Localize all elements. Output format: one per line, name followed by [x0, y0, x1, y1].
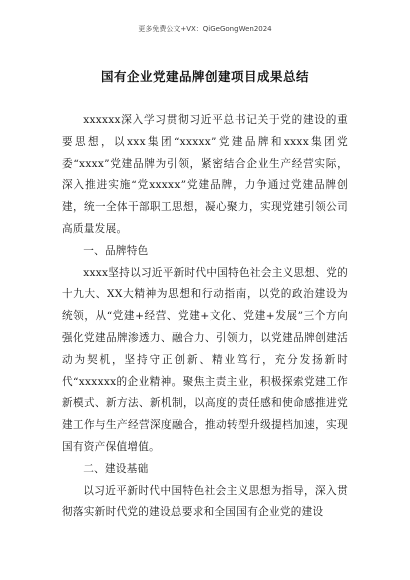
section-paragraph-construction-basis: 以习近平新时代中国特色社会主义思想为指导，深入贯彻落实新时代党的建设总要求和全国国有企业党的建设: [62, 484, 348, 519]
section-heading-brand-features: 一、品牌特色: [83, 244, 149, 257]
intro-paragraph: xxxxxx深入学习贯彻习近平总书记关于党的建设的重要思想，以xxx集团“xxxxx”党建品牌和xxxx集团党委“xxxx”党建品牌为引领，紧密结合企业生产经营实际，深入推进实施“党xxxxx”党建品牌，力争通过党建品牌创建，统一全体干部职工思想，凝心聚力，实现党建引领公司高质量发展。: [62, 114, 348, 235]
section-heading-construction-basis: 二、建设基础: [83, 462, 149, 475]
document-title: 国有企业党建品牌创建项目成果总结: [100, 69, 309, 84]
document-body: [62, 110, 348, 524]
section-paragraph-brand-features: xxxx坚持以习近平新时代中国特色社会主义思想、党的十九大、XX大精神为思想和行动指南，以党的政治建设为统领，从“党建+经营、党建+文化、党建+发展”三个方向强化党建品牌渗透力、融合力、引领力，以党建品牌创建活动为契机，坚持守正创新、精业笃行，充分发扬新时代“xxxxxx的企业精神。聚焦主责主业，积极探索党建工作新模式、新方法、新机制，以高度的责任感和使命感推进党建工作与生产经营深度融合，推动转型升级提档加速，实现国有资产保值增值。: [62, 266, 348, 453]
header-note: 更多免费公文+VX：QiGeGongWen2024: [138, 25, 272, 33]
